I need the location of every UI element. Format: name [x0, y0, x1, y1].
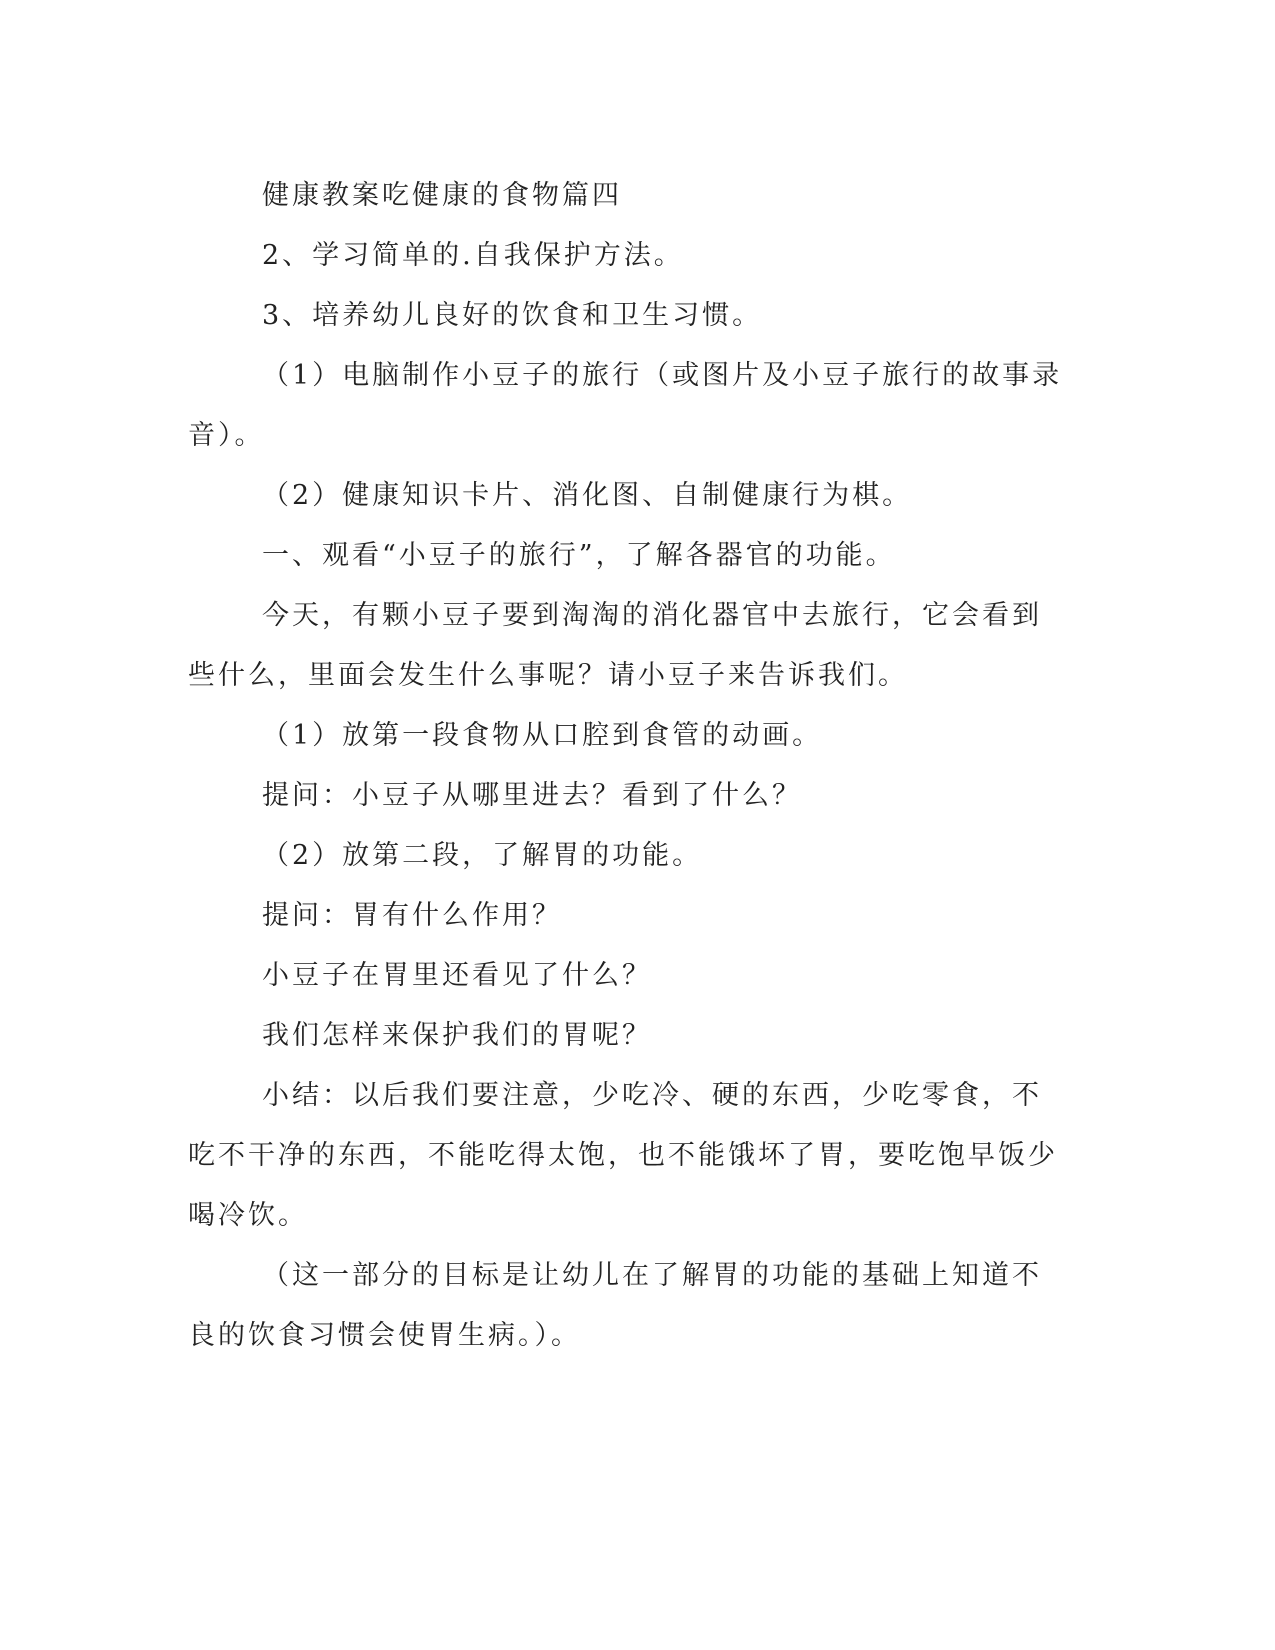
question-4: 我们怎样来保护我们的胃呢？	[262, 1020, 652, 1051]
question-2: 提问：胃有什么作用？	[262, 900, 562, 931]
step-2: （2）放第二段，了解胃的功能。	[262, 840, 703, 871]
material-item-2: （2）健康知识卡片、消化图、自制健康行为棋。	[262, 480, 913, 511]
document-body	[188, 166, 1068, 1366]
intro-paragraph: 今天，有颗小豆子要到淘淘的消化器官中去旅行，它会看到些什么，里面会发生什么事呢？请小豆子来告诉我们。	[188, 600, 1042, 691]
goal-item-3: 3、培养幼儿良好的饮食和卫生习惯。	[262, 300, 763, 331]
question-1: 提问：小豆子从哪里进去？看到了什么？	[262, 780, 802, 811]
question-3: 小豆子在胃里还看见了什么？	[262, 960, 652, 991]
goal-note-paragraph: （这一部分的目标是让幼儿在了解胃的功能的基础上知道不良的饮食习惯会使胃生病。）。	[188, 1260, 1042, 1351]
step-1: （1）放第一段食物从口腔到食管的动画。	[262, 720, 823, 751]
summary-paragraph: 小结：以后我们要注意，少吃冷、硬的东西，少吃零食，不吃不干净的东西，不能吃得太饱，也不能饿坏了胃，要吃饱早饭少喝冷饮。	[188, 1080, 1058, 1231]
section-heading-1: 一、观看“小豆子的旅行”，了解各器官的功能。	[262, 540, 896, 571]
document-title: 健康教案吃健康的食物篇四	[262, 180, 622, 211]
goal-item-2: 2、学习简单的.自我保护方法。	[262, 240, 684, 271]
material-item-1: （1）电脑制作小豆子的旅行（或图片及小豆子旅行的故事录音）。	[188, 360, 1063, 451]
